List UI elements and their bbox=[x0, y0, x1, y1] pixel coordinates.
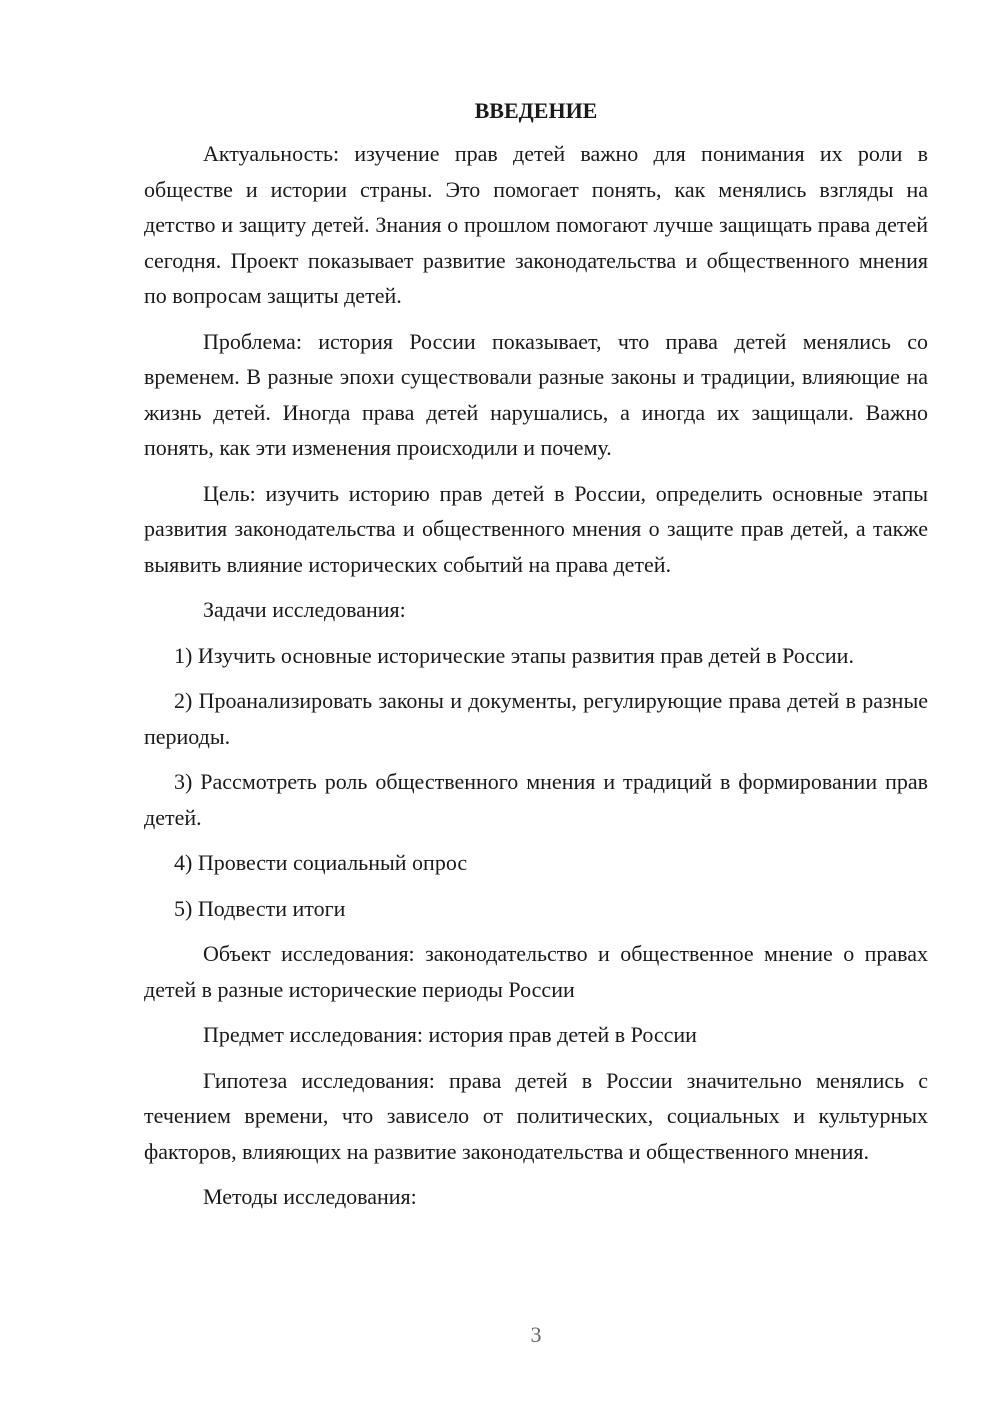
subject-paragraph: Предмет исследования: история прав детей в России bbox=[203, 1022, 697, 1047]
task-item-4: 4) Провести социальный опрос bbox=[174, 850, 468, 875]
task-item-1: 1) Изучить основные исторические этапы развития прав детей в России. bbox=[174, 642, 854, 668]
tasks-title: Задачи исследования: bbox=[203, 597, 406, 622]
task-item-2: 2) Проанализировать законы и документы, регулирующие права детей в разные периоды. bbox=[144, 688, 928, 749]
task-item-5: 5) Подвести итоги bbox=[174, 895, 346, 921]
methods-title: Методы исследования: bbox=[203, 1184, 417, 1209]
problem-paragraph: Проблема: история России показывает, что права детей менялись со временем. В разные эпохи существовали разные законы и традиции, влияющие на жизнь детей. Иногда права детей нарушались, а иногда их защищали. Важно понять, как эти изменения происходили и почему. bbox=[144, 328, 928, 460]
task-item-3: 3) Рассмотреть роль общественного мнения и традиций в формировании прав детей. bbox=[144, 769, 928, 830]
hypothesis-paragraph: Гипотеза исследования: права детей в России значительно менялись с течением времени, что зависело от политических, социальных и культурных факторов, влияющих на развитие законодательства и общественного мнения. bbox=[144, 1067, 928, 1164]
goal-paragraph: Цель: изучить историю прав детей в России, определить основные этапы развития законодательства и общественного мнения о защите прав детей, а также выявить влияние исторических событий на права детей. bbox=[144, 480, 928, 577]
section-heading: ВВЕДЕНИЕ bbox=[474, 98, 598, 123]
object-paragraph: Объект исследования: законодательство и общественное мнение о правах детей в разные исторические периоды России bbox=[144, 941, 928, 1002]
relevance-paragraph: Актуальность: изучение прав детей важно для понимания их роли в обществе и истории страны. Это помогает понять, как менялись взгляды на детство и защиту детей. Знания о прошлом помогают лучше защищать права детей сегодня. Проект показывает развитие законодательства и общественного мнения по вопросам защиты детей. bbox=[144, 141, 928, 308]
page-number: 3 bbox=[530, 1322, 542, 1347]
page-content bbox=[144, 96, 928, 1225]
